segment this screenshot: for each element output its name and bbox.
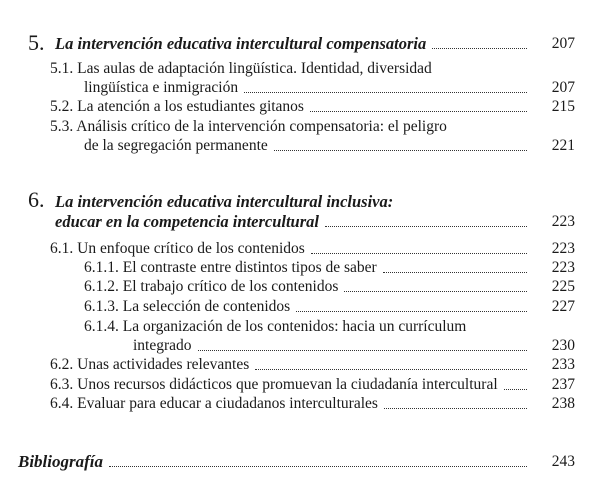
bibliography-label: Bibliografía <box>18 452 104 471</box>
section-6-1-2-label: 6.1.2. El trabajo crítico de los contenidos <box>84 278 339 295</box>
dot-leader <box>296 305 527 312</box>
page-number: 230 <box>551 337 575 354</box>
chapter-5-number: 5. <box>28 30 45 55</box>
chapter-6-number: 6. <box>28 187 45 212</box>
section-6-2-entry[interactable] <box>50 355 575 374</box>
chapter-5-title: La intervención educativa intercultural compensatoria <box>55 34 427 53</box>
section-6-4-label: 6.4. Evaluar para educar a ciudadanos interculturales <box>50 395 378 412</box>
section-6-3-label: 6.3. Unos recursos didácticos que promuevan la ciudadanía intercultural <box>50 376 498 393</box>
dot-leader <box>325 220 527 227</box>
page-number: 223 <box>551 259 575 276</box>
section-6-3-entry[interactable] <box>50 375 575 394</box>
page-number: 225 <box>551 278 575 295</box>
dot-leader <box>384 402 527 409</box>
dot-leader <box>383 266 527 273</box>
page-number: 227 <box>551 298 575 315</box>
section-6-1-4-line1[interactable]: 6.1.4. La organización de los contenidos: hacia un currículum <box>84 318 467 335</box>
chapter-5-entry[interactable] <box>55 34 575 53</box>
section-6-4-entry[interactable] <box>50 394 575 413</box>
section-6-2-label: 6.2. Unas actividades relevantes <box>50 356 250 373</box>
section-5-2-entry[interactable] <box>50 97 575 116</box>
dot-leader <box>198 344 527 351</box>
section-6-1-3-label: 6.1.3. La selección de contenidos <box>84 298 291 315</box>
bibliography-entry[interactable] <box>18 452 575 471</box>
page-number: 233 <box>551 356 575 373</box>
dot-leader <box>310 105 527 112</box>
section-5-1-entry[interactable] <box>84 78 575 97</box>
page-number: 243 <box>551 453 575 470</box>
page-number: 215 <box>551 98 575 115</box>
section-6-1-2-entry[interactable] <box>84 277 575 296</box>
dot-leader <box>274 144 527 151</box>
dot-leader <box>244 86 527 93</box>
section-5-3-line2: de la segregación permanente <box>84 137 268 154</box>
section-5-2-label: 5.2. La atención a los estudiantes gitanos <box>50 98 304 115</box>
section-5-1-line1[interactable]: 5.1. Las aulas de adaptación lingüística. Identidad, diversidad <box>50 60 432 77</box>
page-number: 237 <box>551 376 575 393</box>
dot-leader <box>311 247 527 254</box>
dot-leader <box>432 42 527 49</box>
chapter-6-title-line2: educar en la competencia intercultural <box>55 212 319 231</box>
section-6-1-3-entry[interactable] <box>84 297 575 316</box>
dot-leader <box>109 460 527 467</box>
page-number: 238 <box>551 395 575 412</box>
page-number: 223 <box>551 240 575 257</box>
section-5-3-entry[interactable] <box>84 136 575 155</box>
page-number: 207 <box>551 35 575 52</box>
section-6-1-label: 6.1. Un enfoque crítico de los contenidos <box>50 240 305 257</box>
chapter-6-title-line1[interactable]: La intervención educativa intercultural inclusiva: <box>55 192 394 211</box>
section-5-1-line2: lingüística e inmigración <box>84 79 239 96</box>
dot-leader <box>255 363 527 370</box>
section-6-1-4-entry[interactable] <box>133 336 575 355</box>
page-number: 221 <box>551 137 575 154</box>
chapter-6-entry[interactable] <box>55 212 575 231</box>
section-6-1-entry[interactable] <box>50 239 575 258</box>
section-6-1-4-line2: integrado <box>133 337 192 354</box>
page-number: 223 <box>551 213 575 230</box>
page-number: 207 <box>551 79 575 96</box>
dot-leader <box>504 383 527 390</box>
section-6-1-1-entry[interactable] <box>84 258 575 277</box>
section-6-1-1-label: 6.1.1. El contraste entre distintos tipos de saber <box>84 259 377 276</box>
dot-leader <box>344 285 527 292</box>
section-5-3-line1[interactable]: 5.3. Análisis crítico de la intervención compensatoria: el peligro <box>50 118 447 135</box>
